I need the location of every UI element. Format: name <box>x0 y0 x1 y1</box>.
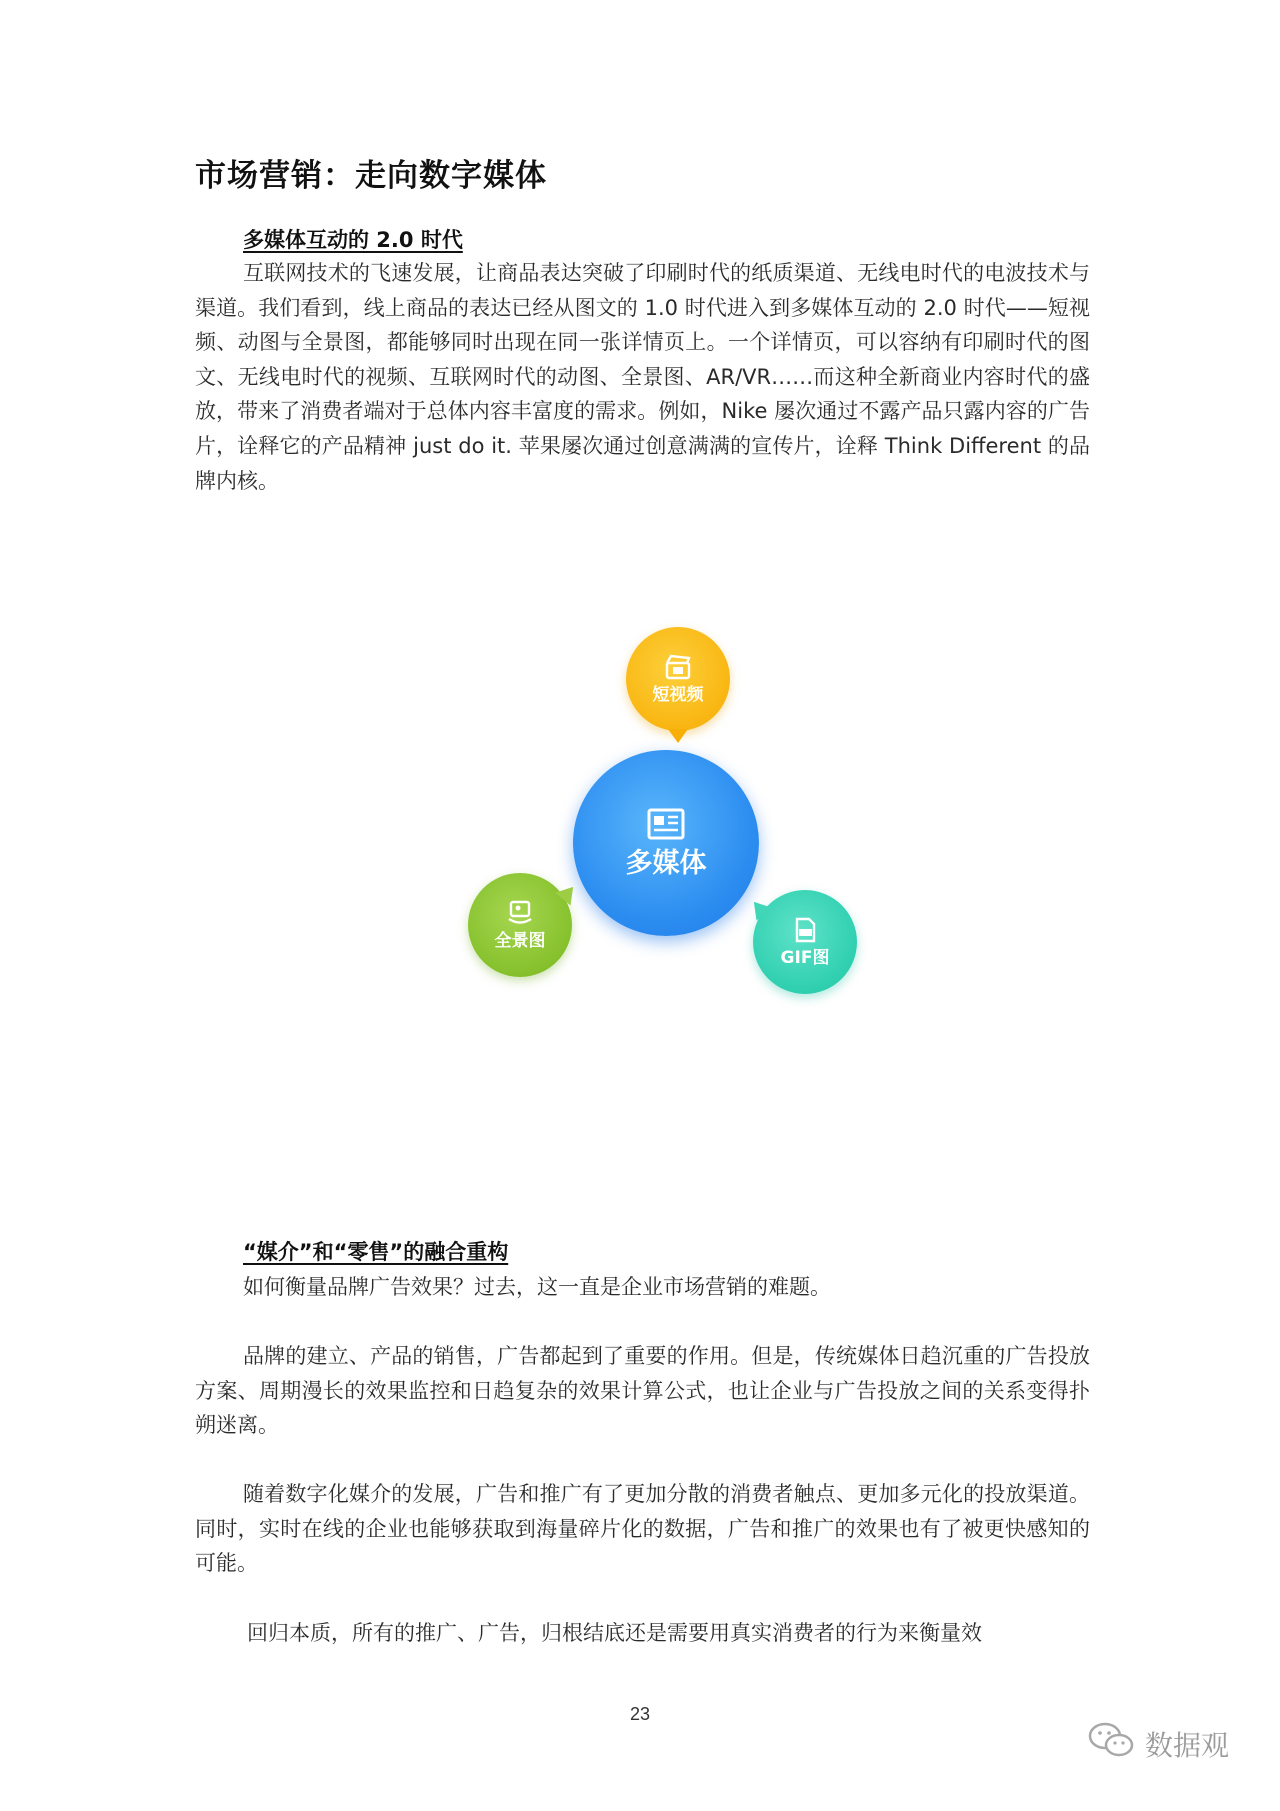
paragraph-ad-effect: 如何衡量品牌广告效果？过去，这一直是企业市场营销的难题。 <box>243 1275 831 1299</box>
paragraph-brand-building: 品牌的建立、产品的销售，广告都起到了重要的作用。但是，传统媒体日趋沉重的广告投放方案、周期漫长的效果监控和日趋复杂的效果计算公式，也让企业与广告投放之间的关系变得扑朔迷离。 <box>195 1344 1090 1438</box>
page-number: 23 <box>629 1704 651 1724</box>
page-title: 市场营销：走向数字媒体 <box>195 158 547 194</box>
paragraph-multimedia: 互联网技术的飞速发展，让商品表达突破了印刷时代的纸质渠道、无线电时代的电波技术与渠道。我们看到，线上商品的表达已经从图文的 1.0 时代进入到多媒体互动的 2.0 时代——短视频、动图与全景图，都能够同时出现在同一张详情页上。一个详情页，可以容纳有印刷时代的图文、无线电时代的视频、互联网时代的动图、全景图、AR/VR……而这种全新商业内容时代的盛放，带来了消费者端对于总体内容丰富度的需求。例如，Nike 屡次通过不露产品只露内容的广告片，诠释它的产品精神 just do it. 苹果屡次通过创意满满的宣传片，诠释 Think Different 的品牌内核。 <box>195 261 1090 493</box>
gif-bubble <box>753 890 857 994</box>
short-video-bubble <box>626 627 730 731</box>
news-icon <box>646 807 686 841</box>
panorama-label: 全景图 <box>494 930 546 951</box>
section-heading-multimedia: 多媒体互动的 2.0 时代 <box>243 228 463 252</box>
wechat-icon <box>1087 1720 1137 1767</box>
multimedia-center-label: 多媒体 <box>625 847 707 879</box>
gif-label: GIF图 <box>780 947 830 968</box>
gif-file-icon <box>792 917 818 943</box>
panorama-bubble <box>468 873 572 977</box>
paragraph-back-to-basics: 回归本质，所有的推广、广告，归根结底还是需要用真实消费者的行为来衡量效 <box>247 1621 982 1645</box>
paragraph-digital-media: 随着数字化媒介的发展，广告和推广有了更加分散的消费者触点、更加多元化的投放渠道。同时，实时在线的企业也能够获取到海量碎片化的数据，广告和推广的效果也有了被更快感知的可能。 <box>195 1482 1090 1576</box>
section-heading-media-retail: “媒介”和“零售”的融合重构 <box>243 1240 509 1264</box>
multimedia-diagram <box>440 615 880 1015</box>
multimedia-center-bubble <box>573 750 759 936</box>
panorama-icon <box>506 900 534 926</box>
short-video-label: 短视频 <box>652 684 704 705</box>
watermark-text: 数据观 <box>1145 1728 1230 1762</box>
clapperboard-icon <box>663 654 693 680</box>
watermark <box>1087 1720 1229 1767</box>
